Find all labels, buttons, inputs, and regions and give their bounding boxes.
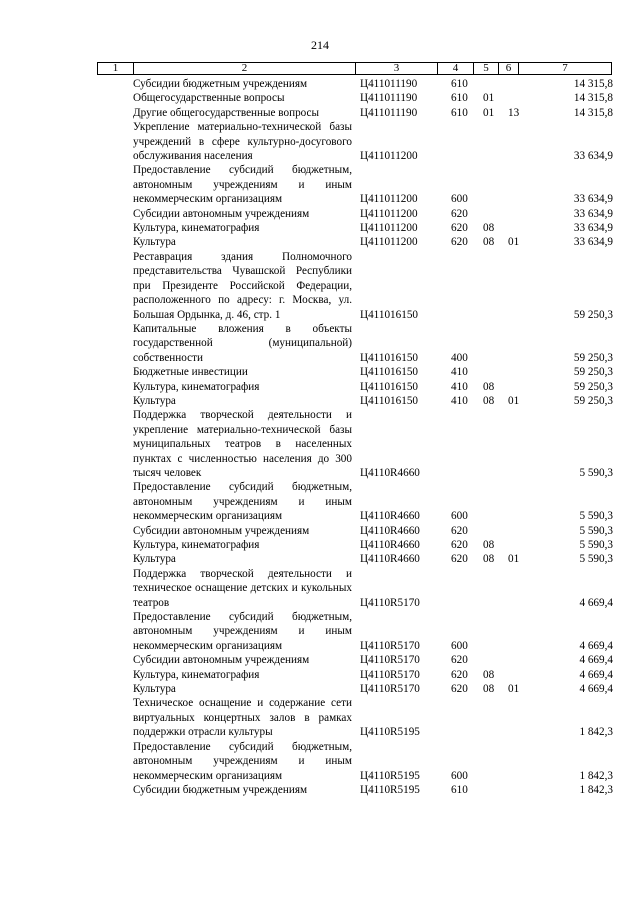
header-col-3: 3 [356, 63, 438, 74]
row-code: Ц4110R4660 [360, 510, 420, 523]
row-code: Ц4110R5195 [360, 726, 420, 739]
row-sum: 4 669,4 [579, 668, 613, 681]
row-name: Предоставление субсидий бюджетным, автономным учреждениям и иным некоммерческим организациям [133, 164, 352, 206]
row-name: Культура [133, 236, 176, 249]
table-row [0, 696, 640, 739]
row-sum: 33 634,9 [573, 222, 613, 235]
page-number: 214 [311, 38, 329, 52]
table-row [0, 538, 640, 552]
row-code: Ц4110R5170 [360, 639, 420, 652]
row-vr: 610 [451, 78, 468, 90]
row-sum: 4 669,4 [579, 639, 613, 652]
row-code: Ц4110R5170 [360, 654, 420, 667]
table-row [0, 77, 640, 91]
row-name: Предоставление субсидий бюджетным, автономным учреждениям и иным некоммерческим организациям [133, 740, 352, 782]
row-name: Культура [133, 683, 176, 696]
row-vr: 600 [451, 639, 468, 652]
header-col-7: 7 [562, 62, 568, 74]
row-rz: 08 [483, 394, 495, 407]
row-code: Ц4110R5170 [360, 683, 420, 696]
row-vr: 600 [451, 193, 468, 206]
row-code: Ц4110R5170 [360, 668, 420, 681]
header-col-5: 5 [474, 63, 499, 74]
row-sum: 33 634,9 [573, 207, 613, 220]
row-name: Предоставление субсидий бюджетным, автономным учреждениям и иным некоммерческим организациям [133, 481, 352, 523]
row-code: Ц4110R4660 [360, 539, 420, 551]
header-col-2: 2 [134, 63, 356, 74]
table-row [0, 567, 640, 610]
row-name: Предоставление субсидий бюджетным, автономным учреждениям и иным некоммерческим организациям [133, 611, 352, 652]
row-pr: 01 [508, 683, 520, 696]
row-vr: 410 [451, 380, 468, 393]
row-code: Ц411016150 [360, 366, 419, 379]
row-name: Субсидии автономным учреждениям [133, 654, 310, 667]
row-code: Ц4110R5195 [360, 769, 420, 782]
row-name: Капитальные вложения в объекты государственной (муниципальной) собственности [133, 322, 352, 364]
table-row [0, 740, 640, 783]
row-vr: 620 [451, 539, 468, 551]
table-row [0, 783, 640, 797]
row-name: Другие общегосударственные вопросы [133, 106, 320, 119]
row-rz: 01 [483, 106, 495, 119]
row-sum: 4 669,4 [579, 596, 613, 609]
row-code: Ц4110R4660 [360, 524, 420, 537]
row-vr: 620 [451, 236, 468, 249]
table-row [0, 552, 640, 566]
row-name: Культура, кинематография [133, 380, 260, 393]
table-row [0, 221, 640, 235]
row-vr: 600 [451, 769, 468, 782]
table-row [0, 322, 640, 365]
table-row [0, 668, 640, 682]
row-sum: 59 250,3 [573, 308, 613, 321]
row-vr: 620 [451, 553, 468, 566]
row-code: Ц4110R4660 [360, 553, 420, 566]
row-sum: 33 634,9 [573, 193, 613, 206]
row-rz: 08 [483, 222, 495, 235]
row-sum: 14 315,8 [573, 106, 613, 119]
row-sum: 4 669,4 [579, 654, 613, 667]
table-row [0, 408, 640, 480]
row-sum: 4 669,4 [579, 683, 613, 696]
header-col-1: 1 [98, 63, 134, 74]
row-vr: 410 [451, 366, 468, 379]
table-row [0, 207, 640, 221]
row-code: Ц411011190 [360, 78, 418, 90]
row-code: Ц411011200 [360, 193, 418, 206]
row-sum: 14 315,8 [573, 92, 613, 105]
row-vr: 620 [451, 207, 468, 220]
row-code: Ц4110R4660 [360, 466, 420, 479]
row-sum: 33 634,9 [573, 150, 613, 163]
row-name: Культура [133, 553, 176, 566]
row-name: Общегосударственные вопросы [133, 92, 285, 105]
row-sum: 1 842,3 [579, 769, 613, 782]
row-rz: 01 [483, 92, 495, 105]
row-sum: 1 842,3 [579, 726, 613, 739]
row-name: Культура, кинематография [133, 222, 260, 235]
table-row [0, 682, 640, 696]
table-row [0, 235, 640, 249]
table-row [0, 394, 640, 408]
row-name: Культура, кинематография [133, 539, 260, 551]
table-row [0, 106, 640, 120]
row-code: Ц411016150 [360, 380, 419, 393]
row-vr: 610 [451, 92, 468, 105]
row-code: Ц411016150 [360, 351, 419, 364]
row-code: Ц411011200 [360, 207, 418, 220]
table-row [0, 480, 640, 523]
table-row [0, 91, 640, 105]
row-pr: 01 [508, 236, 520, 249]
budget-table-body [0, 77, 640, 797]
row-vr: 620 [451, 222, 468, 235]
row-vr: 620 [451, 683, 468, 696]
row-sum: 5 590,3 [579, 524, 613, 537]
table-row [0, 365, 640, 379]
row-code: Ц4110R5170 [360, 596, 420, 609]
table-row [0, 120, 640, 163]
row-sum: 33 634,9 [573, 236, 613, 249]
row-code: Ц411011190 [360, 106, 418, 119]
row-vr: 620 [451, 654, 468, 667]
header-col-4: 4 [438, 63, 474, 74]
row-name: Реставрация здания Полномочного представительства Чувашской Республики при Президенте Российской Федерации, расположенного по адресу: г. Москва, ул. Большая Ордынка, д. 46, стр. 1 [133, 250, 352, 321]
row-sum: 5 590,3 [579, 553, 613, 566]
row-code: Ц411011200 [360, 222, 418, 235]
row-vr: 410 [451, 394, 468, 407]
table-row [0, 653, 640, 667]
row-rz: 08 [483, 553, 495, 566]
row-sum: 59 250,3 [573, 366, 613, 379]
table-row [0, 250, 640, 322]
row-name: Субсидии бюджетным учреждениям [133, 78, 308, 90]
row-name: Поддержка творческой деятельности и укрепление материально-технической базы муниципальных театров в населенных пунктах с численностью населения до 300 тысяч человек [133, 409, 352, 479]
row-code: Ц411016150 [360, 308, 419, 321]
row-code: Ц411011190 [360, 92, 418, 105]
row-sum: 14 315,8 [573, 78, 613, 90]
table-row [0, 610, 640, 653]
table-row [0, 163, 640, 206]
row-rz: 08 [483, 539, 495, 551]
row-vr: 620 [451, 668, 468, 681]
row-vr: 620 [451, 524, 468, 537]
row-code: Ц4110R5195 [360, 783, 420, 796]
table-row [0, 380, 640, 394]
row-name: Бюджетные инвестиции [133, 366, 248, 379]
row-name: Культура [133, 394, 176, 407]
row-rz: 08 [483, 683, 495, 696]
row-name: Поддержка творческой деятельности и техническое оснащение детских и кукольных театров [133, 567, 352, 609]
row-sum: 59 250,3 [573, 394, 613, 407]
row-name: Укрепление материально-технической базы учреждений в сфере культурно-досугового обслуживания населения [133, 121, 352, 163]
row-name: Субсидии бюджетным учреждениям [133, 783, 308, 796]
row-sum: 59 250,3 [573, 380, 613, 393]
row-rz: 08 [483, 236, 495, 249]
table-header [97, 62, 612, 75]
row-name: Техническое оснащение и содержание сети виртуальных концертных залов в рамках поддержки отрасли культуры [133, 697, 352, 739]
row-code: Ц411016150 [360, 394, 419, 407]
row-vr: 600 [451, 510, 468, 523]
row-rz: 08 [483, 668, 495, 681]
row-name: Субсидии автономным учреждениям [133, 524, 310, 537]
row-sum: 1 842,3 [579, 783, 613, 796]
row-vr: 610 [451, 106, 468, 119]
table-row [0, 524, 640, 538]
row-pr: 01 [508, 394, 520, 407]
row-pr: 01 [508, 553, 520, 566]
row-vr: 610 [451, 783, 468, 796]
row-name: Культура, кинематография [133, 668, 260, 681]
row-sum: 5 590,3 [579, 510, 613, 523]
row-name: Субсидии автономным учреждениям [133, 207, 310, 220]
row-sum: 59 250,3 [573, 351, 613, 364]
row-sum: 5 590,3 [579, 466, 613, 479]
row-code: Ц411011200 [360, 236, 418, 249]
row-rz: 08 [483, 380, 495, 393]
row-pr: 13 [508, 106, 520, 119]
row-sum: 5 590,3 [579, 539, 613, 551]
header-col-6: 6 [499, 63, 519, 74]
row-code: Ц411011200 [360, 150, 418, 163]
row-vr: 400 [451, 351, 468, 364]
